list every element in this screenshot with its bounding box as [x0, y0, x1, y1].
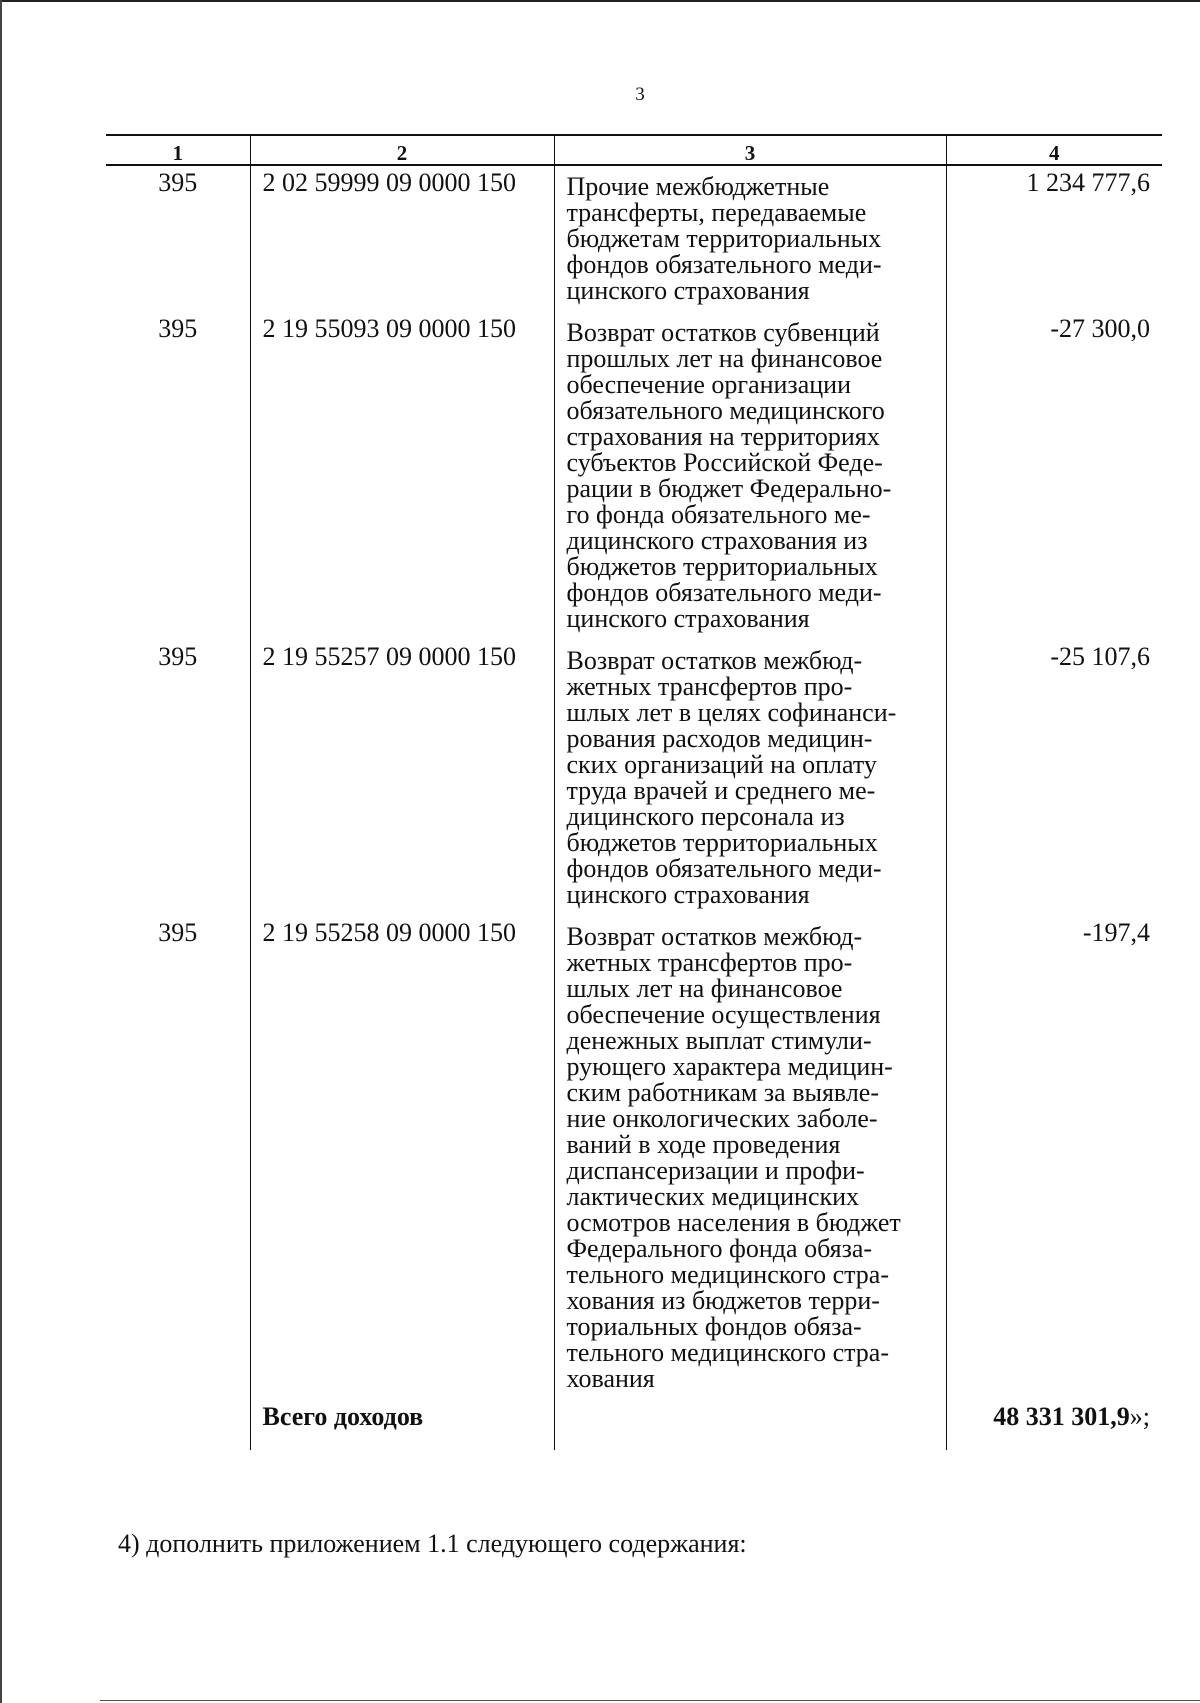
total-amount: 48 331 301,9: [993, 1402, 1130, 1431]
table-row: [106, 916, 1162, 1400]
description-line: бюджетов территориальных: [566, 552, 878, 581]
description-cell: [554, 640, 946, 916]
amendment-note: 4) дополнить приложением 1.1 следующего содержания:: [118, 1529, 747, 1558]
description-line: трансферты, передаваемые: [566, 198, 867, 227]
budget-code-cell: 2 19 55093 09 0000 150: [250, 312, 554, 640]
description-line: тельного медицинского стра-: [566, 1260, 889, 1289]
description-line: денежных выплат стимули-: [566, 1026, 872, 1055]
column-header-1: 1: [106, 135, 250, 165]
description-line: цинского страхования: [566, 604, 810, 633]
description-line: прошлых лет на финансовое: [566, 344, 883, 373]
description-cell: [554, 312, 946, 640]
description-line: диспансеризации и профи-: [566, 1156, 865, 1185]
total-amount-cell: [946, 1400, 1162, 1450]
total-row: [106, 1400, 1162, 1450]
column-header-4: 4: [946, 135, 1162, 165]
description-line: шлых лет в целях софинанси-: [566, 698, 897, 727]
description-line: дицинского страхования из: [566, 526, 868, 555]
budget-code-cell: 2 02 59999 09 0000 150: [250, 165, 554, 312]
description-line: Возврат остатков межбюд-: [566, 646, 863, 675]
scan-edge-top: [0, 0, 1200, 2]
description-line: рования расходов медицин-: [566, 724, 873, 753]
amount-cell: 1 234 777,6: [946, 165, 1162, 312]
page-number: 3: [635, 84, 645, 105]
description-line: фондов обязательного меди-: [566, 854, 882, 883]
total-admin-cell: [106, 1400, 250, 1450]
table-row: [106, 312, 1162, 640]
description-cell: [554, 165, 946, 312]
description-line: хования из бюджетов терри-: [566, 1286, 880, 1315]
budget-code-cell: 2 19 55258 09 0000 150: [250, 916, 554, 1400]
description-line: лактических медицинских: [566, 1182, 860, 1211]
description-line: фондов обязательного меди-: [566, 578, 882, 607]
description-line: го фонда обязательного ме-: [566, 500, 871, 529]
description-line: дицинского персонала из: [566, 802, 845, 831]
description-line: жетных трансфертов про-: [566, 948, 853, 977]
description-line: ским работникам за выявле-: [566, 1078, 880, 1107]
revenue-table: [106, 134, 1162, 1450]
total-description-cell: [554, 1400, 946, 1450]
amount-cell: -197,4: [946, 916, 1162, 1400]
description-cell: [554, 916, 946, 1400]
admin-code-cell: 395: [158, 642, 198, 671]
description-line: рации в бюджет Федерально-: [566, 474, 892, 503]
table-row: [106, 165, 1162, 312]
description-line: цинского страхования: [566, 880, 810, 909]
description-line: хования: [566, 1364, 655, 1393]
description-line: фондов обязательного меди-: [566, 250, 882, 279]
description-line: Прочие межбюджетные: [566, 172, 830, 201]
description-line: рующего характера медицин-: [566, 1052, 893, 1081]
admin-code-cell: 395: [158, 918, 198, 947]
description-line: ториальных фондов обяза-: [566, 1312, 862, 1341]
description-line: субъектов Российской Феде-: [566, 448, 883, 477]
description-line: ваний в ходе проведения: [566, 1130, 841, 1159]
description-line: труда врачей и среднего ме-: [566, 776, 876, 805]
description-line: Возврат остатков межбюд-: [566, 922, 863, 951]
description-line: обеспечение осуществления: [566, 1000, 881, 1029]
total-suffix: »;: [1129, 1402, 1150, 1431]
description-line: ние онкологических заболе-: [566, 1104, 878, 1133]
description-line: бюджетов территориальных: [566, 828, 878, 857]
amount-cell: -25 107,6: [946, 640, 1162, 916]
description-line: жетных трансфертов про-: [566, 672, 853, 701]
amount-cell: -27 300,0: [946, 312, 1162, 640]
description-line: Возврат остатков субвенций: [566, 318, 880, 347]
table-body: [106, 165, 1162, 1400]
budget-code-cell: 2 19 55257 09 0000 150: [250, 640, 554, 916]
table-header-row: [106, 135, 1162, 165]
scan-edge-left: [0, 0, 2, 1703]
description-line: бюджетам территориальных: [566, 224, 882, 253]
scan-edge-bottom: [100, 1700, 1200, 1701]
column-header-2: 2: [250, 135, 554, 165]
description-line: обязательного медицинского: [566, 396, 885, 425]
column-header-3: 3: [554, 135, 946, 165]
description-line: обеспечение организации: [566, 370, 851, 399]
description-line: тельного медицинского стра-: [566, 1338, 889, 1367]
total-label: Всего доходов: [250, 1400, 554, 1450]
description-line: страхования на территориях: [566, 422, 880, 451]
description-line: цинского страхования: [566, 276, 810, 305]
description-line: шлых лет на финансовое: [566, 974, 843, 1003]
description-line: осмотров населения в бюджет: [566, 1208, 901, 1237]
admin-code-cell: 395: [158, 314, 198, 343]
table-row: [106, 640, 1162, 916]
admin-code-cell: 395: [158, 168, 198, 197]
description-line: Федерального фонда обяза-: [566, 1234, 873, 1263]
description-line: ских организаций на оплату: [566, 750, 877, 779]
